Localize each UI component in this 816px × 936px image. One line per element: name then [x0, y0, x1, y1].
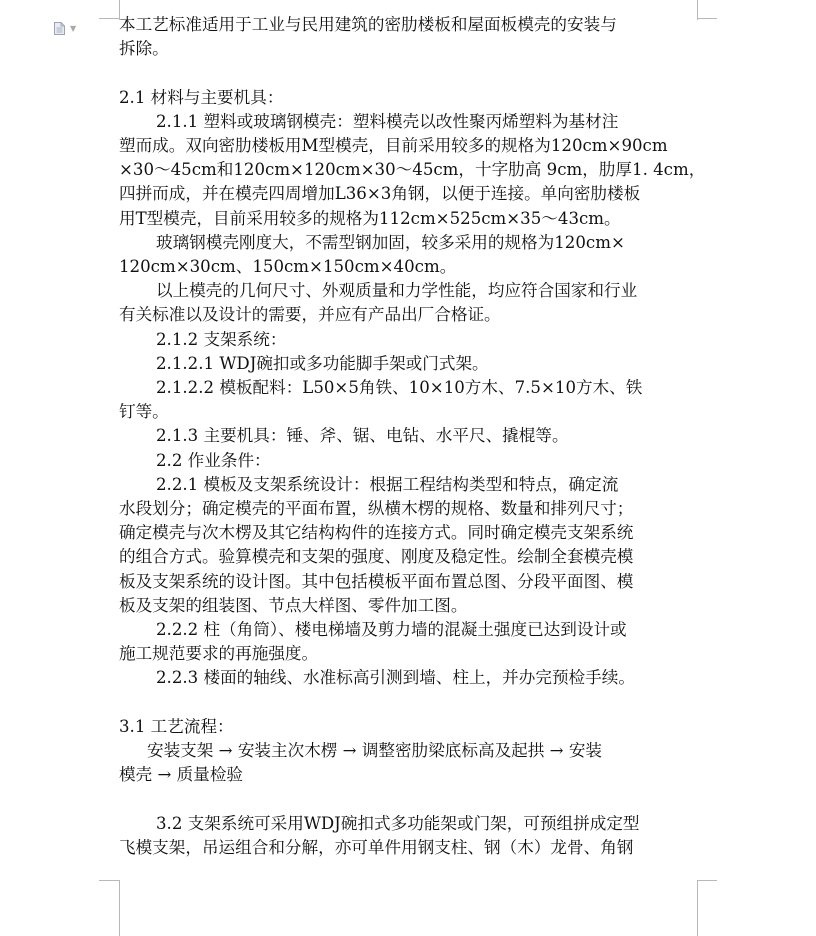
process-flow-line: 安装支架 → 安装主次木楞 → 调整密肋梁底标高及起拱 → 安装: [147, 741, 603, 761]
text-line: 板及支架系统的设计图。其中包括模板平面布置总图、分段平面图、模: [119, 571, 634, 591]
text-line: 以上模壳的几何尺寸、外观质量和力学性能，均应符合国家和行业: [156, 281, 638, 301]
text-line: 2.1.2.2 模板配料：L50×5角铁、10×10方木、7.5×10方木、铁: [156, 378, 643, 398]
text-line: 2.2.1 模板及支架系统设计：根据工程结构类型和特点，确定流: [156, 474, 619, 494]
section-heading: 2.1.2 支架系统：: [156, 329, 287, 349]
text-line: 板及支架的组装图、节点大样图、零件加工图。: [119, 595, 468, 615]
text-line: 的组合方式。验算模壳和支架的强度、刚度及稳定性。绘制全套模壳模: [119, 547, 634, 567]
text-line: 飞模支架，吊运组合和分解，亦可单件用钢支柱、钢（木）龙骨、角钢: [119, 837, 634, 857]
text-line: 确定模壳与次木楞及其它结构构件的连接方式。同时确定模壳支架系统: [119, 523, 634, 543]
text-line: 拆除。: [119, 39, 169, 59]
crop-mark-top-left-h: [99, 18, 119, 19]
crop-mark-top-right: [697, 0, 718, 20]
text-line: 施工规范要求的再施强度。: [119, 644, 319, 664]
text-line: 有关标准以及设计的需要，并应有产品出厂合格证。: [119, 305, 501, 325]
text-line: 2.1.1 塑料或玻璃钢模壳：塑料模壳以改性聚丙烯塑料为基材注: [156, 111, 619, 131]
crop-mark-bottom-right-h: [697, 880, 717, 881]
text-line: 四拼而成，并在模壳四周增加L36×3角钢，以便于连接。单向密肋楼板: [119, 184, 641, 204]
section-heading: 2.1 材料与主要机具：: [119, 87, 284, 107]
text-line: 用T型模壳，目前采用较多的规格为112cm×525cm×35～43cm。: [119, 208, 621, 228]
section-heading: 3.1 工艺流程：: [119, 716, 234, 736]
text-line: 2.1.2.1 WDJ碗扣或多功能脚手架或门式架。: [156, 353, 489, 373]
blank-line: [119, 61, 699, 85]
text-line: 钉等。: [119, 402, 169, 422]
text-line: 塑而成。双向密肋楼板用M型模壳，目前采用较多的规格为120cm×90cm: [119, 136, 668, 155]
process-flow-line: 模壳 → 质量检验: [119, 765, 244, 785]
text-line: 2.2.3 楼面的轴线、水准标高引测到墙、柱上，并办完预检手续。: [156, 668, 635, 688]
crop-mark-bottom-left-h: [99, 880, 119, 881]
text-line: ×30～45cm和120cm×120cm×30～45cm，十字肋高 9cm，肋厚1. 4cm，: [119, 160, 706, 180]
text-line: 2.1.3 主要机具：锤、斧、锯、电钻、水平尺、撬棍等。: [156, 426, 569, 446]
text-line: 2.2.2 柱（角筒）、楼电梯墙及剪力墙的混凝土强度已达到设计或: [156, 620, 627, 640]
text-line: 水段划分；确定模壳的平面布置，纵横木楞的规格、数量和排列尺寸；: [119, 499, 634, 519]
chevron-down-icon[interactable]: ▼: [70, 24, 77, 33]
section-heading: 2.2 作业条件：: [156, 450, 271, 470]
text-line: 3.2 支架系统可采用WDJ碗扣式多功能架或门架，可预组拼成定型: [156, 813, 640, 833]
document-icon[interactable]: [54, 22, 65, 35]
crop-mark-bottom-left: [99, 880, 120, 936]
crop-mark-top-right-h: [697, 18, 717, 19]
document-body: [119, 13, 706, 860]
blank-line: [119, 691, 699, 715]
text-line: 120cm×30cm、150cm×150cm×40cm。: [119, 257, 457, 277]
blank-line: [119, 787, 699, 811]
text-line: 玻璃钢模壳刚度大，不需型钢加固，较多采用的规格为120cm×: [156, 232, 625, 252]
crop-mark-bottom-right: [697, 880, 718, 936]
text-line: 本工艺标准适用于工业与民用建筑的密肋楼板和屋面板模壳的安装与: [119, 15, 617, 34]
crop-mark-top-left: [99, 0, 120, 20]
